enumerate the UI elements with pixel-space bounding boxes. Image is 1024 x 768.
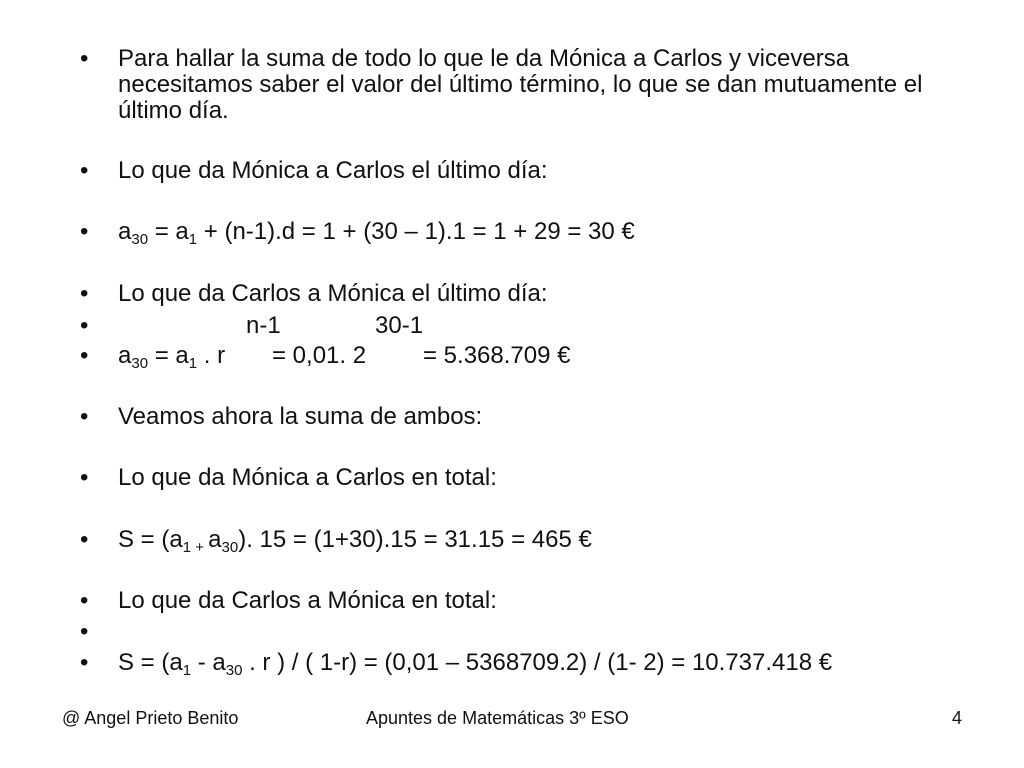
subscript-30: 30 (131, 231, 149, 248)
exponent-n-1: n-1 (246, 312, 281, 339)
intro-paragraph: Para hallar la suma de todo lo que le da Mónica a Carlos y viceversa necesitamos saber el valor del último término, lo que se dan mutuamente el último día. (118, 45, 923, 124)
subscript-1: 1 (182, 662, 192, 679)
line-carlos-total: Lo que da Carlos a Mónica en total: (118, 587, 497, 614)
term-a: a (118, 342, 132, 369)
sum-open: S = (a (118, 526, 183, 553)
formula-sum-arithmetic (118, 526, 592, 556)
subscript-1: 1 (188, 231, 198, 248)
sum-rest: . r ) / ( 1-r) = (0,01 – 5368709.2) / (1- 2) = 10.737.418 € (242, 649, 833, 676)
subscript-1: 1 (182, 539, 192, 556)
equals-a: = a (154, 342, 189, 369)
line-monica-total: Lo que da Mónica a Carlos en total: (118, 464, 497, 491)
sum-open: S = (a (118, 649, 183, 676)
bullet: • (80, 45, 89, 72)
term-a: a (118, 218, 132, 245)
bullet: • (80, 618, 89, 645)
bullet: • (80, 526, 89, 553)
line-carlos-last-day: Lo que da Carlos a Mónica el último día: (118, 280, 548, 307)
formula-rest: + (n-1).d = 1 + (30 – 1).1 = 1 + 29 = 30 € (203, 218, 635, 245)
minus-a: - a (191, 649, 226, 676)
bullet: • (80, 649, 89, 676)
subscript-1: 1 (188, 355, 198, 372)
line-monica-last-day: Lo que da Mónica a Carlos el último día: (118, 157, 548, 184)
equals-a: = a (154, 218, 189, 245)
bullet: • (80, 403, 89, 430)
bullet: • (80, 218, 89, 245)
plus-sign: + (191, 539, 209, 556)
geometric-result: = 5.368.709 € (423, 342, 571, 369)
line-sum-both: Veamos ahora la suma de ambos: (118, 403, 483, 430)
subscript-30: 30 (131, 355, 149, 372)
formula-sum-geometric (118, 649, 833, 679)
times-r: . r (203, 342, 226, 369)
bullet: • (80, 342, 89, 369)
bullet: • (80, 157, 89, 184)
formula-a30-arithmetic (118, 218, 635, 248)
footer-page-number: 4 (952, 708, 963, 728)
term-a: a (208, 526, 222, 553)
formula-a30-geometric (118, 342, 226, 372)
bullet: • (80, 312, 89, 339)
subscript-30: 30 (221, 539, 239, 556)
bullet: • (80, 464, 89, 491)
bullet: • (80, 280, 89, 307)
geometric-substitution: = 0,01. 2 (272, 342, 367, 369)
exponent-30-1: 30-1 (375, 312, 424, 339)
footer-course: Apuntes de Matemáticas 3º ESO (366, 708, 629, 728)
sum-rest: ). 15 = (1+30).15 = 31.15 = 465 € (238, 526, 592, 553)
footer-author: @ Angel Prieto Benito (62, 708, 239, 728)
subscript-30: 30 (225, 662, 243, 679)
bullet: • (80, 587, 89, 614)
